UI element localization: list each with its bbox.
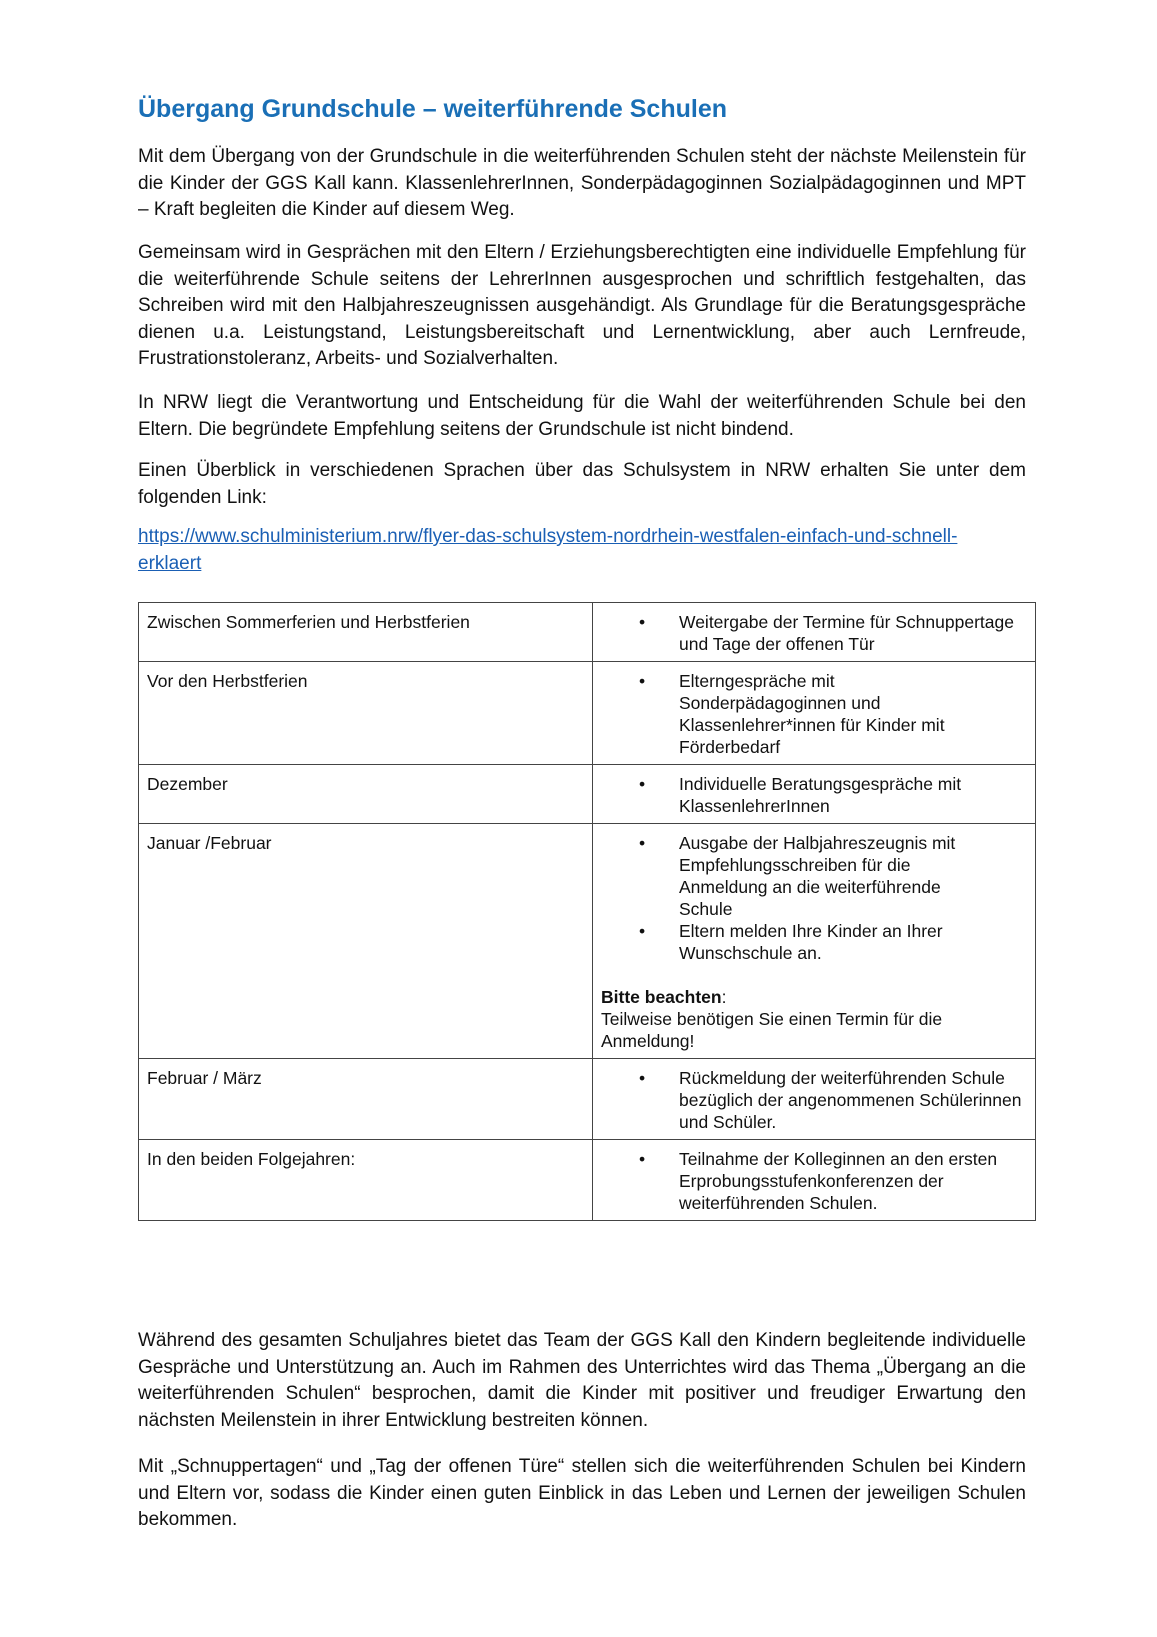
- note-label: Bitte beachten: [601, 987, 722, 1007]
- activities-cell: [593, 1140, 1036, 1221]
- period-cell: Januar /Februar: [139, 824, 593, 1059]
- bullet-icon: •: [639, 671, 646, 691]
- bullet-icon: •: [639, 833, 646, 853]
- responsibility-paragraph: In NRW liegt die Verantwortung und Entscheidung für die Wahl der weiterführenden Schule bei den Eltern. Die begründete Empfehlung seitens der Grundschule ist nicht bindend.: [138, 392, 1026, 440]
- intro-paragraph: Mit dem Übergang von der Grundschule in die weiterführenden Schulen steht der nächste Meilenstein für die Kinder der GGS Kall kann. KlassenlehrerInnen, Sonderpädagoginnen Sozialpädagoginnen und MPT – Kraft begleiten die Kinder auf diesem Weg.: [138, 146, 1026, 220]
- bullet-icon: •: [639, 1149, 646, 1169]
- recommendation-paragraph: Gemeinsam wird in Gesprächen mit den Eltern / Erziehungsberechtigten eine individuelle Empfehlung für die weiterführende Schule seitens der LehrerInnen ausgesprochen und schriftlich festgehalten, das Schreiben wird mit den Halbjahreszeugnissen ausgehändigt. Als Grundlage für die Beratungsgespräche dienen u.a. Leistungstand, Leistungsbereitschaft und Lernentwicklung, aber auch Lernfreude, Frustrationstoleranz, Arbeits- und Sozialverhalten.: [138, 242, 1026, 369]
- registration-note: Bitte beachten: Teilweise benötigen Sie einen Termin für die Anmeldung!: [601, 987, 943, 1051]
- period-cell: Dezember: [139, 765, 593, 824]
- table-row: [139, 765, 1036, 824]
- open-day-paragraph: Mit „Schnuppertagen“ und „Tag der offenen Türe“ stellen sich die weiterführenden Schulen bei Kindern und Eltern vor, sodass die Kinder einen guten Einblick in das Leben und Lernen der jeweiligen Schulen bekommen.: [138, 1456, 1026, 1530]
- period-cell: Vor den Herbstferien: [139, 662, 593, 765]
- bullet-icon: •: [639, 921, 646, 941]
- table-row: [139, 1140, 1036, 1221]
- page-title: Übergang Grundschule – weiterführende Schulen: [138, 95, 727, 123]
- note-text: Teilweise benötigen Sie einen Termin für die Anmeldung!: [601, 1009, 943, 1051]
- period-cell: Zwischen Sommerferien und Herbstferien: [139, 603, 593, 662]
- schedule-table: [138, 602, 1036, 1221]
- list-item: • Ausgabe der Halbjahreszeugnis mit Empfehlungsschreiben für die Anmeldung an die weiterführende Schule: [639, 833, 956, 919]
- list-item: • Eltern melden Ihre Kinder an Ihrer Wunschschule an.: [639, 921, 943, 963]
- list-item: • Weitergabe der Termine für Schnuppertage und Tage der offenen Tür: [639, 612, 1014, 654]
- list-item: • Rückmeldung der weiterführenden Schule bezüglich der angenommenen Schülerinnen und Schüler.: [639, 1068, 1022, 1132]
- support-paragraph: Während des gesamten Schuljahres bietet das Team der GGS Kall den Kindern begleitende individuelle Gespräche und Unterstützung an. Auch im Rahmen des Unterrichtes wird das Thema „Übergang an die weiterführenden Schulen“ besprochen, damit die Kinder mit positiver und freudiger Erwartung den nächsten Meilenstein in ihrer Entwicklung bestreiten können.: [138, 1330, 1026, 1431]
- activities-cell: [593, 824, 1036, 1059]
- bullet-icon: •: [639, 1068, 646, 1088]
- period-cell: Februar / März: [139, 1059, 593, 1140]
- list-item: • Elterngespräche mit Sonderpädagoginnen und Klassenlehrer*innen für Kinder mit Förderbedarf: [639, 671, 945, 757]
- table-row: [139, 1059, 1036, 1140]
- activities-cell: [593, 765, 1036, 824]
- schulministerium-link[interactable]: https://www.schulministerium.nrw/flyer-das-schulsystem-nordrhein-westfalen-einfach-und-schnell-erklaert: [138, 526, 958, 574]
- table-row: [139, 824, 1036, 1059]
- list-item: • Teilnahme der Kolleginnen an den ersten Erprobungsstufenkonferenzen der weiterführenden Schulen.: [639, 1149, 998, 1213]
- activities-cell: [593, 1059, 1036, 1140]
- overview-paragraph: Einen Überblick in verschiedenen Sprachen über das Schulsystem in NRW erhalten Sie unter dem folgenden Link:: [138, 460, 1026, 508]
- activities-cell: [593, 662, 1036, 765]
- activities-cell: [593, 603, 1036, 662]
- bullet-icon: •: [639, 612, 646, 632]
- list-item: • Individuelle Beratungsgespräche mit KlassenlehrerInnen: [639, 774, 962, 816]
- period-cell: In den beiden Folgejahren:: [139, 1140, 593, 1221]
- bullet-icon: •: [639, 774, 646, 794]
- document-page: [138, 92, 1026, 1530]
- table-row: [139, 662, 1036, 765]
- table-row: [139, 603, 1036, 662]
